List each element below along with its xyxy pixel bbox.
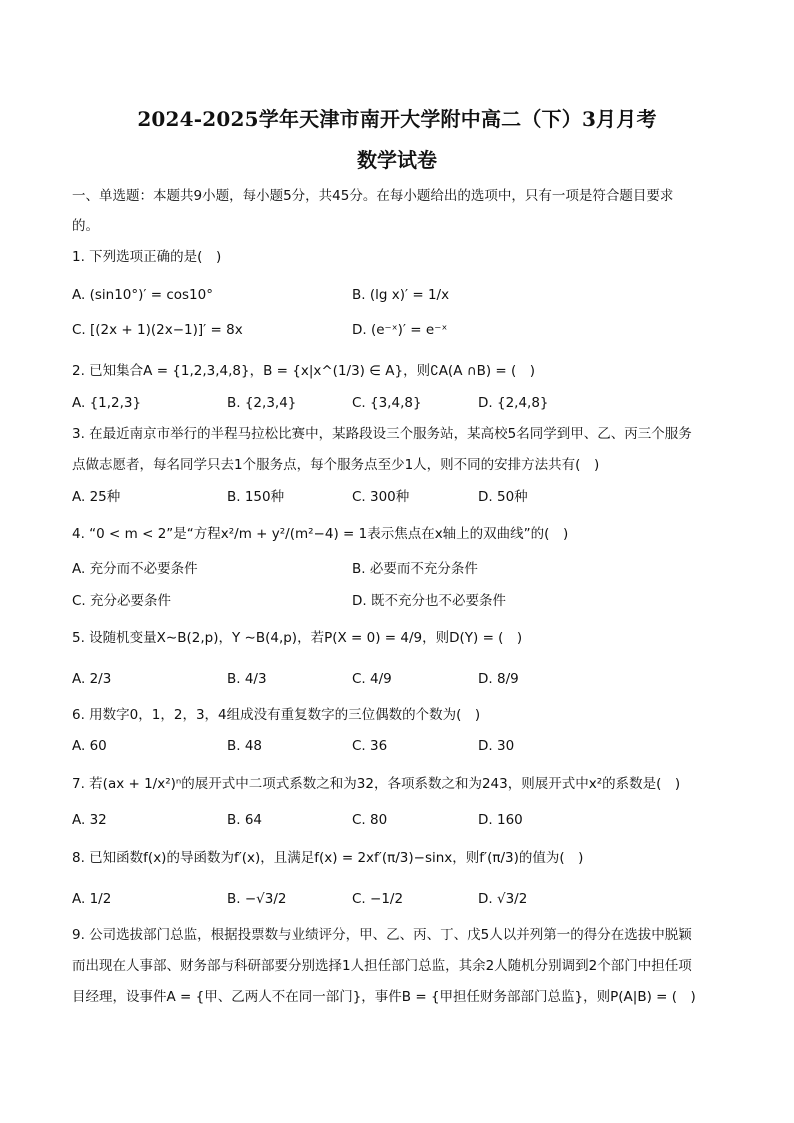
q1-option-d: D. (e⁻ˣ)′ = e⁻ˣ [352, 322, 448, 338]
section-heading-line2: 的。 [72, 218, 99, 234]
q2-option-c: C. {3,4,8} [352, 395, 422, 411]
q3-option-c: C. 300种 [352, 489, 410, 505]
q6-option-d: D. 30 [478, 738, 515, 754]
q4-option-a: A. 充分而不必要条件 [72, 561, 198, 577]
q2-option-a: A. {1,2,3} [72, 395, 142, 411]
q7-option-c: C. 80 [352, 812, 388, 828]
q8-stem: 8. 已知函数f(x)的导函数为f′(x)，且满足f(x) = 2xf′(π/3)−sinx，则f′(π/3)的值为( ) [72, 850, 584, 866]
q2-option-d: D. {2,4,8} [478, 395, 549, 411]
q5-option-b: B. 4/3 [227, 671, 267, 687]
q2-stem: 2. 已知集合A = {1,2,3,4,8}，B = {x|x^(1/3) ∈ A}，则∁A(A ∩B) = ( ) [72, 363, 536, 379]
q5-option-d: D. 8/9 [478, 671, 519, 687]
q5-stem: 5. 设随机变量X∼B(2,p)，Y ∼B(4,p)，若P(X = 0) = 4/9，则D(Y) = ( ) [72, 630, 523, 646]
q7-option-a: A. 32 [72, 812, 107, 828]
q9-stem-line2: 而出现在人事部、财务部与科研部要分别选择1人担任部门总监，其余2人随机分别调到2个部门中担任项 [72, 958, 692, 974]
q1-option-a: A. (sin10°)′ = cos10° [72, 287, 213, 303]
q3-option-b: B. 150种 [227, 489, 285, 505]
q3-stem-line2: 点做志愿者，每名同学只去1个服务点，每个服务点至少1人，则不同的安排方法共有( ) [72, 457, 600, 473]
q5-option-a: A. 2/3 [72, 671, 112, 687]
q5-option-c: C. 4/9 [352, 671, 392, 687]
q9-stem-line1: 9. 公司选拔部门总监，根据投票数与业绩评分，甲、乙、丙、丁、戊5人以并列第一的得分在选拔中脱颖 [72, 927, 692, 943]
q1-option-b: B. (lg x)′ = 1/x [352, 287, 450, 303]
q4-option-b: B. 必要而不充分条件 [352, 561, 478, 577]
q2-option-b: B. {2,3,4} [227, 395, 297, 411]
q8-option-b: B. −√3/2 [227, 891, 287, 907]
q8-option-a: A. 1/2 [72, 891, 112, 907]
q8-option-d: D. √3/2 [478, 891, 528, 907]
q3-stem-line1: 3. 在最近南京市举行的半程马拉松比赛中，某路段设三个服务站，某高校5名同学到甲、乙、丙三个服务 [72, 426, 692, 442]
q6-stem: 6. 用数字0，1，2，3，4组成没有重复数字的三位偶数的个数为( ) [72, 707, 481, 723]
page-subtitle: 数学试卷 [357, 148, 437, 172]
q7-option-b: B. 64 [227, 812, 263, 828]
section-heading-line1: 一、单选题：本题共9小题，每小题5分，共45分。在每小题给出的选项中，只有一项是符合题目要求 [72, 188, 674, 204]
q7-option-d: D. 160 [478, 812, 523, 828]
q6-option-c: C. 36 [352, 738, 388, 754]
q3-option-a: A. 25种 [72, 489, 121, 505]
q7-stem: 7. 若(ax + 1/x²)ⁿ的展开式中二项式系数之和为32，各项系数之和为243，则展开式中x²的系数是( ) [72, 776, 681, 792]
q4-option-d: D. 既不充分也不必要条件 [352, 593, 506, 609]
q4-option-c: C. 充分必要条件 [72, 593, 172, 609]
q6-option-b: B. 48 [227, 738, 263, 754]
page-title: 2024-2025学年天津市南开大学附中高二（下）3月月考 [137, 107, 657, 131]
q6-option-a: A. 60 [72, 738, 107, 754]
q9-stem-line3: 目经理，设事件A = {甲、乙两人不在同一部门}，事件B = {甲担任财务部部门总监}，则P(A|B) = ( ) [72, 989, 696, 1005]
q4-stem: 4. “0 < m < 2”是“方程x²/m + y²/(m²−4) = 1表示焦点在x轴上的双曲线”的( ) [72, 526, 569, 542]
q1-stem: 1. 下列选项正确的是( ) [72, 249, 222, 265]
q8-option-c: C. −1/2 [352, 891, 404, 907]
q1-option-c: C. [(2x + 1)(2x−1)]′ = 8x [72, 322, 243, 338]
q3-option-d: D. 50种 [478, 489, 528, 505]
